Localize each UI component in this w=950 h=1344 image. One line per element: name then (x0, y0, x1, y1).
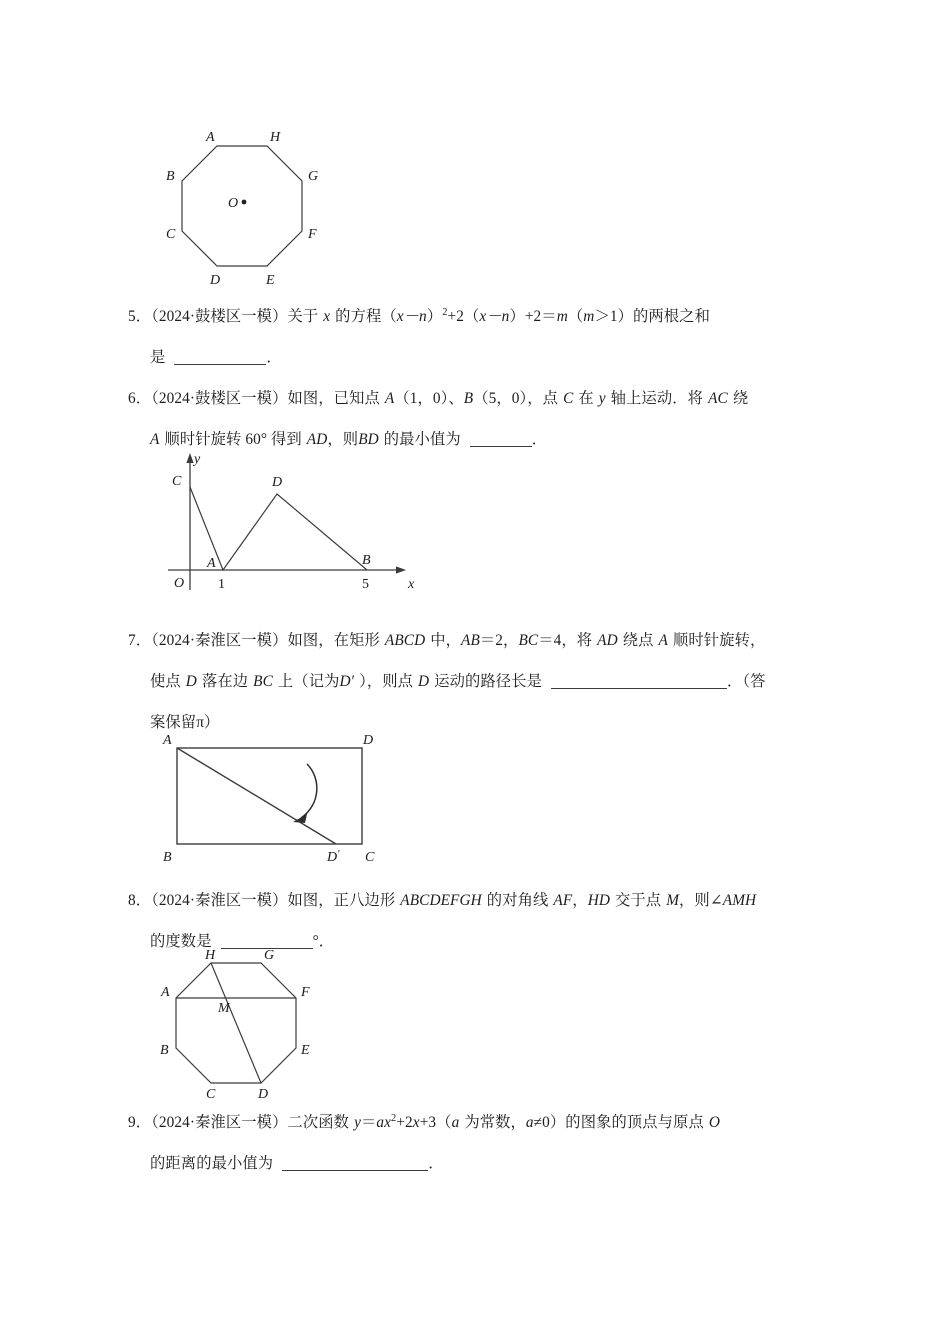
octagon-label-C: C (166, 227, 176, 242)
q6-text-b: （1，0）、 (394, 390, 464, 407)
q7-seg-AB: AB (461, 632, 480, 649)
q9-var-y: y (354, 1114, 361, 1131)
coord-label-O: O (174, 576, 185, 591)
x-axis-arrow (396, 566, 406, 573)
q7-text-e: 绕点 (622, 632, 654, 649)
center-dot (242, 200, 247, 205)
q7-point-D2: D (418, 673, 430, 690)
q9-term-ax: ax (376, 1114, 392, 1131)
q8-answer-blank[interactable] (221, 933, 313, 949)
q8-text-a: 如图，正八边形 (287, 892, 396, 909)
q8-text-f: 的度数是 (150, 933, 212, 950)
q6-number: 6． (128, 390, 152, 407)
question-7 (128, 620, 928, 743)
q8-text-g: °． (312, 933, 335, 950)
q9-text-f: ≠0）的图象的顶点与原点 (533, 1114, 704, 1131)
octagon2-label-M: M (218, 1001, 230, 1016)
q9-origin-O: O (708, 1114, 721, 1131)
octagon2-label-H: H (205, 950, 216, 963)
q6-seg-BD: BD (358, 431, 379, 448)
coord-tick-5: 5 (362, 577, 369, 592)
q5-text-g: ＞1）的两根之和 (594, 308, 710, 325)
rect-label-D: D (363, 733, 374, 748)
figure-rectangle (155, 726, 395, 866)
q7-text-b: 中， (430, 632, 462, 649)
question-9 (128, 1102, 928, 1184)
q5-text-f: （ (567, 308, 584, 325)
rectangle-outline (177, 748, 362, 844)
q7-text-m: 案保留π） (150, 714, 220, 731)
q5-expr-xn2: x－n (479, 308, 510, 325)
q6-source: （2024·鼓楼区一模） (151, 390, 288, 407)
q8-diag-AF: AF (553, 892, 573, 909)
q9-var-x: x (412, 1114, 420, 1131)
coord-axis-label-y: y (194, 452, 201, 467)
q7-text-f: 顺时针旋转， (673, 632, 766, 649)
q5-text-b: 的方程（ (335, 308, 397, 325)
q7-answer-blank[interactable] (551, 673, 727, 689)
q7-text-a: 如图，在矩形 (287, 632, 380, 649)
octagon-label-A: A (206, 130, 215, 145)
q7-text-i: 上（记为 (277, 673, 340, 690)
octagon2-label-G: G (264, 950, 275, 963)
q6-seg-AD: AD (306, 431, 328, 448)
octagon2-label-A: A (161, 985, 170, 1000)
q6-axis-y: y (598, 390, 606, 407)
q6-seg-AC: AC (708, 390, 728, 407)
diagonal-HD (211, 963, 261, 1083)
q5-answer-blank[interactable] (174, 349, 266, 365)
q9-text-c: +2 (396, 1114, 413, 1131)
coord-label-C: C (172, 474, 182, 489)
octagon2-label-D: D (258, 1087, 269, 1100)
q8-text-b: 的对角线 (486, 892, 549, 909)
q8-diag-HD: HD (587, 892, 610, 909)
q8-text-d: 交于点 (614, 892, 662, 909)
q5-source: （2024·鼓楼区一模） (151, 308, 288, 325)
q7-rect-ABCD: ABCD (384, 632, 426, 649)
q7-text-l: ．（答 (726, 673, 766, 690)
q9-var-a2: a (525, 1114, 534, 1131)
rect-label-B: B (163, 850, 172, 865)
q8-point-M: M (666, 892, 680, 909)
q7-seg-BC2: BC (253, 673, 273, 690)
q8-angle-AMH: AMH (722, 892, 757, 909)
coord-label-B: B (362, 553, 371, 568)
q6-text-j: ． (531, 431, 548, 448)
q7-seg-AD: AD (597, 632, 618, 649)
q9-text-g: 的距离的最小值为 (150, 1155, 274, 1172)
q5-expr-xn1: x－n (396, 308, 427, 325)
path-CADB (190, 487, 367, 570)
rect-label-D-prime: D′ (327, 848, 340, 865)
q8-text-c: ， (572, 892, 588, 909)
octagon-label-B: B (166, 169, 175, 184)
q6-text-f: 绕 (732, 390, 749, 407)
q7-text-k: 运动的路径长是 (434, 673, 542, 690)
q5-text-e: ）+2＝ (509, 308, 557, 325)
q9-text-h: ． (428, 1155, 444, 1172)
q5-text-d: +2（ (447, 308, 480, 325)
q5-text-c: ） (426, 308, 443, 325)
q6-point-A2: A (150, 431, 160, 448)
q7-text-c: ＝2， (479, 632, 519, 649)
coord-axis-label-x: x (408, 577, 415, 592)
rotation-arc (301, 764, 317, 818)
q6-text-g: 顺时针旋转 60° 得到 (164, 431, 302, 448)
q6-text-h: ，则 (327, 431, 359, 448)
q6-point-A: A (384, 390, 395, 407)
q9-text-d: +3（ (419, 1114, 452, 1131)
q7-seg-BC: BC (518, 632, 539, 649)
q9-source: （2024·秦淮区一模） (151, 1114, 288, 1131)
q7-point-A: A (658, 632, 668, 649)
octagon-label-G: G (308, 169, 319, 184)
q5-number: 5． (128, 308, 152, 325)
q5-var-m: m (556, 308, 568, 325)
q6-text-c: （5，0），点 (473, 390, 559, 407)
octagon-label-E: E (266, 273, 275, 288)
q6-text-a: 如图，已知点 (287, 390, 380, 407)
q7-point-D: D (185, 673, 197, 690)
octagon-label-F: F (308, 227, 317, 242)
q9-text-e: 为常数， (464, 1114, 526, 1131)
figure-coordinate-plane (150, 445, 430, 610)
coord-label-D: D (272, 475, 283, 490)
q8-source: （2024·秦淮区一模） (151, 892, 288, 909)
q7-number: 7． (128, 632, 152, 649)
q9-answer-blank[interactable] (282, 1155, 428, 1171)
q6-point-B: B (463, 390, 474, 407)
segment-AD-prime (177, 748, 336, 844)
octagon2-label-F: F (301, 985, 310, 1000)
q9-text-a: 二次函数 (287, 1114, 350, 1131)
q7-text-j: ），则点 (359, 673, 414, 690)
octagon2-label-B: B (160, 1043, 169, 1058)
q9-exponent: 2 (391, 1112, 397, 1124)
question-5 (128, 296, 888, 378)
q5-text-h: 是 (150, 349, 166, 366)
q7-text-d: ＝4，将 (538, 632, 593, 649)
octagon-label-D: D (210, 273, 221, 288)
y-axis-arrow (186, 453, 193, 463)
q6-text-e: 轴上运动．将 (610, 390, 704, 407)
coord-label-A: A (207, 556, 216, 571)
octagon-label-O: O (228, 196, 239, 211)
q5-var-x: x (323, 308, 331, 325)
octagon-outline (182, 146, 302, 266)
q6-point-C: C (563, 390, 574, 407)
q8-octagon-ABCDEFGH: ABCDEFGH (400, 892, 482, 909)
q6-text-d: 在 (578, 390, 594, 407)
octagon-label-H: H (270, 130, 281, 145)
octagon2-label-E: E (301, 1043, 310, 1058)
q9-number: 9． (128, 1114, 152, 1131)
rect-label-C: C (365, 850, 375, 865)
q9-text-b: ＝ (360, 1114, 377, 1131)
q6-text-i: 的最小值为 (383, 431, 461, 448)
figure-octagon-top (160, 108, 360, 293)
q6-answer-blank[interactable] (470, 431, 532, 447)
q7-source: （2024·秦淮区一模） (151, 632, 288, 649)
octagon2-label-C: C (206, 1087, 216, 1100)
q7-point-Dprime: D′ (339, 673, 355, 690)
rect-label-A: A (163, 733, 172, 748)
q7-text-g: 使点 (150, 673, 181, 690)
q7-text-h: 落在边 (201, 673, 249, 690)
q5-var-m2: m (583, 308, 595, 325)
q5-text-a: 关于 (287, 308, 319, 325)
q8-text-e: ，则∠ (679, 892, 723, 909)
q5-text-i: ． (266, 349, 282, 366)
q5-exponent: 2 (442, 306, 448, 318)
q8-number: 8． (128, 892, 152, 909)
coord-tick-1: 1 (218, 577, 225, 592)
figure-octagon-diagonals (158, 950, 358, 1100)
q9-var-a: a (451, 1114, 460, 1131)
